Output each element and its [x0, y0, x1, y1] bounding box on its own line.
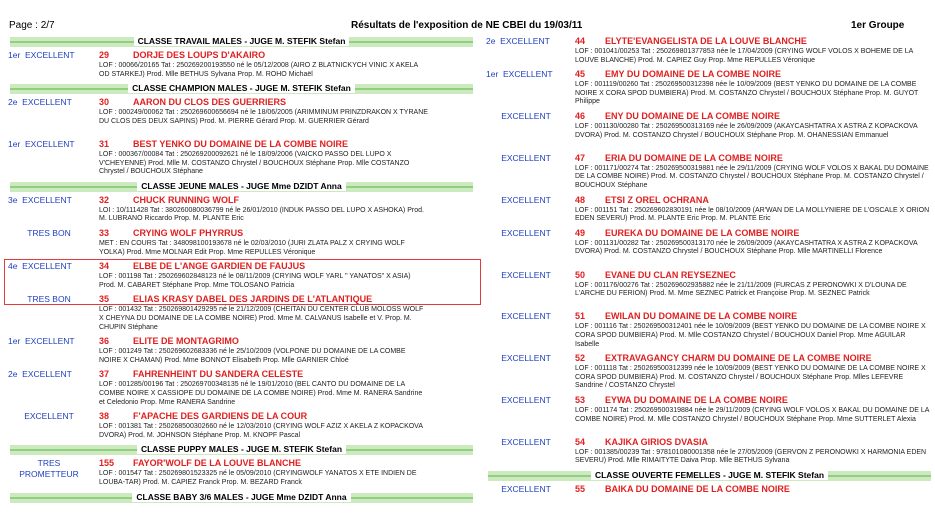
class-section-header [8, 445, 475, 458]
pedigree-details: LOF : 001130/00280 Tat : 250269500313169 née le 26/09/2009 (AKAYCASHTATRA X ASTRA Z KOPACKOVA DVORA) Prod. M. COSTANZO Chrystel / BOUCHOUX Stéphane Prop. M. OHANESSIAN Emmanuel [575, 122, 918, 139]
dog-name: EXTRAVAGANCY CHARM DU DOMAINE DE LA COMBE NOIRE [605, 353, 872, 364]
rating: TRES BON [27, 294, 71, 305]
section-label-text: CLASSE JEUNE MALES - JUGE Mme DZIDT Anna [137, 181, 345, 191]
dog-name: FAHRENHEINT DU SANDERA CELESTE [133, 369, 304, 380]
page-number: Page : 2/7 [9, 20, 55, 31]
dog-entry [8, 195, 475, 228]
pedigree-details: LOF : 00066/20165 Tat : 250269200193550 né le 05/12/2008 (AIRO Z BLATNICKYCH VINIC X AKELA OD STARKEJ) Prod. Mlle BETHUS Sylvana Prop. M. ROHO Michaël [99, 62, 418, 78]
dog-entry [8, 50, 475, 83]
pedigree-details: LOF : 001116 Tat : 250269500312401 née le 10/09/2009 (BEST YENKO DU DOMAINE DE LA COMBE NOIRE X CORA SPOD DUMBIERA) Prod. M. Mlle COSTANZO Chrystel / BOUCHOUX Daniel Prop. Mme AGUILAR Isabelle [575, 323, 926, 348]
pedigree-details: LOF : 000367/00084 Tat : 250269200092621 né le 18/09/2006 (VAICKO PASSO DEL LUPO X V'CHEYENNE) Prod. Mlle M. COSTANZO Chrystel / BOUCHOUX Stéphane Prop. Mlle COSTANZO Chrystel / BOUCHOUX Stéphane [99, 150, 410, 176]
dog-entry [486, 111, 933, 153]
dog-entry [486, 395, 933, 437]
rating: EXCELLENT [501, 353, 551, 364]
catalog-number: 54 [575, 436, 586, 447]
dog-entry [486, 484, 933, 509]
catalog-number: 53 [575, 394, 586, 405]
rating: EXCELLENT [501, 227, 551, 238]
dog-name: ETSI Z OREL OCHRANA [605, 194, 709, 205]
dog-entry [486, 228, 933, 270]
section-label [8, 36, 475, 46]
rating: EXCELLENT [24, 411, 74, 422]
document-title: Résultats de l'exposition de NE CBEI du 19/03/11 [351, 20, 583, 31]
dog-name: CHUCK RUNNING WOLF [133, 194, 239, 205]
rating: 3e EXCELLENT [8, 194, 72, 205]
rating: 1er EXCELLENT [8, 336, 75, 347]
catalog-number: 37 [99, 369, 110, 380]
dog-name: EWILAN DU DOMAINE DE LA COMBE NOIRE [605, 311, 798, 322]
catalog-number: 34 [99, 261, 110, 272]
dog-name: EYWA DU DOMAINE DE LA COMBE NOIRE [605, 394, 788, 405]
pedigree-details: LOF : 001249 Tat : 250269602683336 né le 25/10/2009 (VOLPONE DU DOMAINE DE LA COMBE NOIRE X CHAMAN) Prod. Mme BONNOT Elisabeth Prop. Mlle GARNIER Chloé [99, 348, 406, 364]
dog-name: FAYOR'WOLF DE LA LOUVE BLANCHE [133, 458, 301, 469]
pedigree-details: LOF : 001171/00274 Tat : 250269500319881 née le 29/11/2009 (CRYING WOLF VOLOS X BAKAL DU DOMAINE DE LA COMBE NOIRE) Prod. M. COSTANZO Chrystel / BOUCHOUX Stéphane Prop. M. COSTANZO Chrystel / BOUCHOUX Stéphane [575, 164, 929, 189]
catalog-number: 35 [99, 294, 110, 305]
dog-entry [486, 195, 933, 228]
section-label-text: CLASSE BABY 3/6 MALES - JUGE Mme DZIDT Anna [132, 492, 350, 502]
dog-entry [8, 139, 475, 181]
dog-name: F'APACHE DES GARDIENS DE LA COUR [133, 411, 308, 422]
rating: 2e EXCELLENT [8, 97, 72, 108]
pedigree-details: LOF : 001118 Tat : 250269500312399 née le 10/09/2009 (BEST YENKO DU DOMAINE DE LA COMBE NOIRE X CORA SPOD DUMBIERA) Prod. M. COSTANZO Chrystel / BOUCHOUX Stéphane Prop. Mlles LEFEVRE Sandrine / COSTANZO Chrystel [575, 365, 926, 390]
dog-entry [486, 153, 933, 195]
rating: 1er EXCELLENT [8, 138, 75, 149]
section-label [8, 444, 475, 454]
catalog-number: 50 [575, 269, 586, 280]
section-label-text: CLASSE OUVERTE FEMELLES - JUGE M. STEFIK Stefan [591, 470, 828, 480]
rating: 1er EXCELLENT [8, 50, 75, 60]
catalog-number: 29 [99, 50, 110, 60]
class-section-header [8, 493, 475, 506]
section-label [8, 181, 475, 191]
catalog-number: 32 [99, 194, 110, 205]
rating: TRES BON [27, 227, 71, 238]
right-column [486, 36, 933, 509]
pedigree-details: LOF : 001385/00239 Tat : 978101080001358 née le 27/05/2009 (GERVON Z PERONOWKI X HARMONIA EDEN SEVERU) Prod. Mlle RIMAITYTE Daiva Prop. Mlle BETHUS Sylvana [575, 448, 927, 465]
catalog-number: 52 [575, 353, 586, 364]
dog-entry [8, 336, 475, 369]
pedigree-details: LOF : 001381 Tat : 250268500302660 né le 12/03/2010 (CRYING WOLF AZIZ X AKELA Z KOPACKOVA DVORA) Prod. M. JOHNSON Stéphane Prop. M. KNOPF Pascal [99, 423, 423, 439]
rating: EXCELLENT [501, 436, 551, 447]
pedigree-details: LOF : 001119/00260 Tat : 250269500312398 née le 10/09/2009 (BEST YENKO DU DOMAINE DE LA COMBE NOIRE X CORA SPOD DUMBIERA) Prod. M. COSTANZO Chrystel / BOUCHOUX Stéphane Prop. M. GUYOT Philippe [575, 81, 919, 106]
rating: EXCELLENT [501, 269, 551, 280]
dog-name: AARON DU CLOS DES GUERRIERS [133, 97, 287, 108]
class-section-header [8, 182, 475, 195]
pedigree-details: LOF : 001198 Tat : 250269602848123 né le 08/11/2009 (CRYING WOLF YARL " YANATOS" X ASIA) Prod. M. CABARET Stéphane Prop. Mme TOLOSANO Patricia [99, 273, 411, 289]
dog-name: DORJE DES LOUPS D'AKAIRO [133, 50, 266, 60]
catalog-number: 48 [575, 194, 586, 205]
rating: 2e EXCELLENT [8, 369, 72, 380]
section-label-text: CLASSE CHAMPION MALES - JUGE M. STEFIK Stefan [128, 83, 355, 93]
pedigree-details: LOF : 001176/00276 Tat : 250269602935882 née le 21/11/2009 (FURCAS Z PERONOWKI X D'LOUNA DE L'ARCHE DU FERION) Prod. M. Mme SEZNEC Patrick et Françoise Prop. M. SEZNEC Patrick [575, 281, 907, 298]
catalog-number: 36 [99, 336, 110, 347]
rating: 2e EXCELLENT [486, 36, 550, 46]
rating: EXCELLENT [501, 110, 551, 121]
dog-entry [8, 369, 475, 411]
dog-name: ELITE DE MONTAGRIMO [133, 336, 239, 347]
dog-entry [8, 458, 475, 491]
dog-name: BAIKA DU DOMAINE DE LA COMBE NOIRE [605, 483, 790, 494]
pedigree-details: LOF : 001432 Tat : 250269801429295 né le 21/12/2009 (CHEITAN DU CENTER CLUB MOLOSS WOLF X CHEYNA DU DOMAINE DE LA COMBE NOIRE) Prod. Mme M. CALVANUS Isabelle et V. Prop. M. CHUPIN Stéphane [99, 306, 424, 331]
rating: EXCELLENT [501, 394, 551, 405]
dog-name: ELBE DE L'ANGE GARDIEN DE FAUJUS [133, 261, 306, 272]
catalog-number: 46 [575, 110, 586, 121]
pedigree-details: LOF : 000249/00062 Tat : 250269600656694 né le 18/06/2005 (ARIMMINUM PRINZDRAKON X TYRANE DU CLOS DES DEUX SAPINS) Prod. M. PIERRE Gérard Prop. M. GUERRIER Gérard [99, 109, 428, 125]
dog-name: ELIAS KRASY DABEL DES JARDINS DE L'ATLANTIQUE [133, 294, 373, 305]
pedigree-details: LOF : 001131/00282 Tat : 250269500313170 née le 26/09/2009 (AKAYCASHTATRA X ASTRA Z KOPACKOVA DVORA) Prod. M. COSTANZO Chrystel / BOUCHOUX Stéphane Prop. Mlle MARTINELLI Florence [575, 239, 918, 256]
catalog-number: 49 [575, 227, 586, 238]
dog-name: EUREKA DU DOMAINE DE LA COMBE NOIRE [605, 227, 800, 238]
rating: EXCELLENT [501, 194, 551, 205]
catalog-number: 44 [575, 36, 586, 46]
dog-entry [8, 228, 475, 261]
pedigree-details: LOI : 10/111428 Tat : 380260080036799 né le 26/01/2010 (INDUK PASSO DEL LUPO X ASHOKA) Prod. M. LUBRANO Riccardo Prop. M. PLANTE Eric [99, 206, 424, 223]
catalog-number: 51 [575, 311, 586, 322]
rating: 4e EXCELLENT [8, 261, 72, 272]
catalog-number: 155 [99, 458, 115, 469]
dog-name: EMY DU DOMAINE DE LA COMBE NOIRE [605, 69, 782, 80]
dog-name: KAJIKA GIRIOS DVASIA [605, 436, 709, 447]
pedigree-details: LOF : 001547 Tat : 250269801523325 né le 05/09/2010 (CRYINGWOLF YANATOS X ETE INDIEN DE LOUBA-TAR) Prod. M. CAPIEZ Franck Prop. M. BEZARD Franck [99, 470, 417, 486]
group-label: 1er Groupe [851, 20, 905, 31]
rating: EXCELLENT [501, 311, 551, 322]
section-label [8, 83, 475, 93]
dog-entry [486, 69, 933, 111]
pedigree-details: LOF : 001285/00196 Tat : 250269700348135 né le 19/01/2010 (BEL CANTO DU DOMAINE DE LA COMBE NOIRE X CASSIOPE DU DOMAINE DE LA COMBE NOIRE) Prod. Mme M. RANERA Sandrine et Celedonio Prop. Mme RANERA Sandrine [99, 381, 423, 406]
catalog-number: 33 [99, 227, 110, 238]
catalog-number: 47 [575, 152, 586, 163]
catalog-number: 55 [575, 483, 586, 494]
dog-entry [8, 411, 475, 444]
dog-entry [486, 270, 933, 312]
pedigree-details: LOF : 001041/00253 Tat : 250269801377853 née le 17/04/2009 (CRYING WOLF VOLOS X BOHEME DE LA LOUVE BLANCHE) Prod. M. CAPIEZ Guy Prop. Mme REPULLES Véronique [575, 48, 913, 64]
pedigree-details: LOF : 001174 Tat : 250269500319884 née le 29/11/2009 (CRYING WOLF VOLOS X BAKAL DU DOMAINE DE LA COMBE NOIRE) Prod. M. Mlle COSTANZO Chrystel / BOUCHOUX Stéphane Prop. Mme SUTTERLET Alexia [575, 406, 930, 423]
section-label-text: CLASSE TRAVAIL MALES - JUGE M. STEFIK Stefan [134, 36, 350, 46]
dog-name: EVANE DU CLAN REYSEZNEC [605, 269, 736, 280]
dog-name: ENY DU DOMAINE DE LA COMBE NOIRE [605, 110, 781, 121]
section-label-text: CLASSE PUPPY MALES - JUGE M. STEFIK Stefan [137, 444, 346, 454]
dog-entry [486, 353, 933, 395]
catalog-number: 30 [99, 97, 110, 108]
class-section-header [486, 471, 933, 484]
catalog-number: 31 [99, 138, 110, 149]
selection-highlight-box [4, 259, 481, 305]
dog-name: CRYING WOLF PHYRRUS [133, 227, 244, 238]
dog-entry [486, 437, 933, 470]
pedigree-details: LOF : 001151 Tat : 250269602830191 née le 08/10/2009 (AR'WAN DE LA MOLLYNIERE DE L'OSCALE X ORION EDEN SEVERU) Prod. M. PLANTE Eric Prop. M. PLANTE Eric [575, 206, 930, 223]
catalog-number: 45 [575, 69, 586, 80]
pedigree-details: MET : EN COURS Tat : 348098100193678 né le 02/03/2010 (JURI ZLATA PALZ X CRYING WOLF YOLKA) Prod. Mme MOLNAR Edit Prop. Mme REPULLES Véronique [99, 239, 405, 256]
dog-entry [486, 36, 933, 69]
rating: EXCELLENT [501, 483, 551, 494]
dog-name: ERIA DU DOMAINE DE LA COMBE NOIRE [605, 152, 783, 163]
dog-entry [486, 311, 933, 353]
rating: EXCELLENT [501, 152, 551, 163]
rating: TRES PROMETTEUR [19, 458, 79, 480]
rating: 1er EXCELLENT [486, 69, 553, 80]
section-label [486, 470, 933, 480]
catalog-number: 38 [99, 411, 110, 422]
dog-name: ELYTE'EVANGELISTA DE LA LOUVE BLANCHE [605, 36, 807, 46]
dog-name: BEST YENKO DU DOMAINE DE LA COMBE NOIRE [133, 138, 349, 149]
class-section-header [8, 84, 475, 97]
class-section-header [8, 37, 475, 50]
section-label [8, 492, 475, 502]
dog-entry [8, 97, 475, 139]
